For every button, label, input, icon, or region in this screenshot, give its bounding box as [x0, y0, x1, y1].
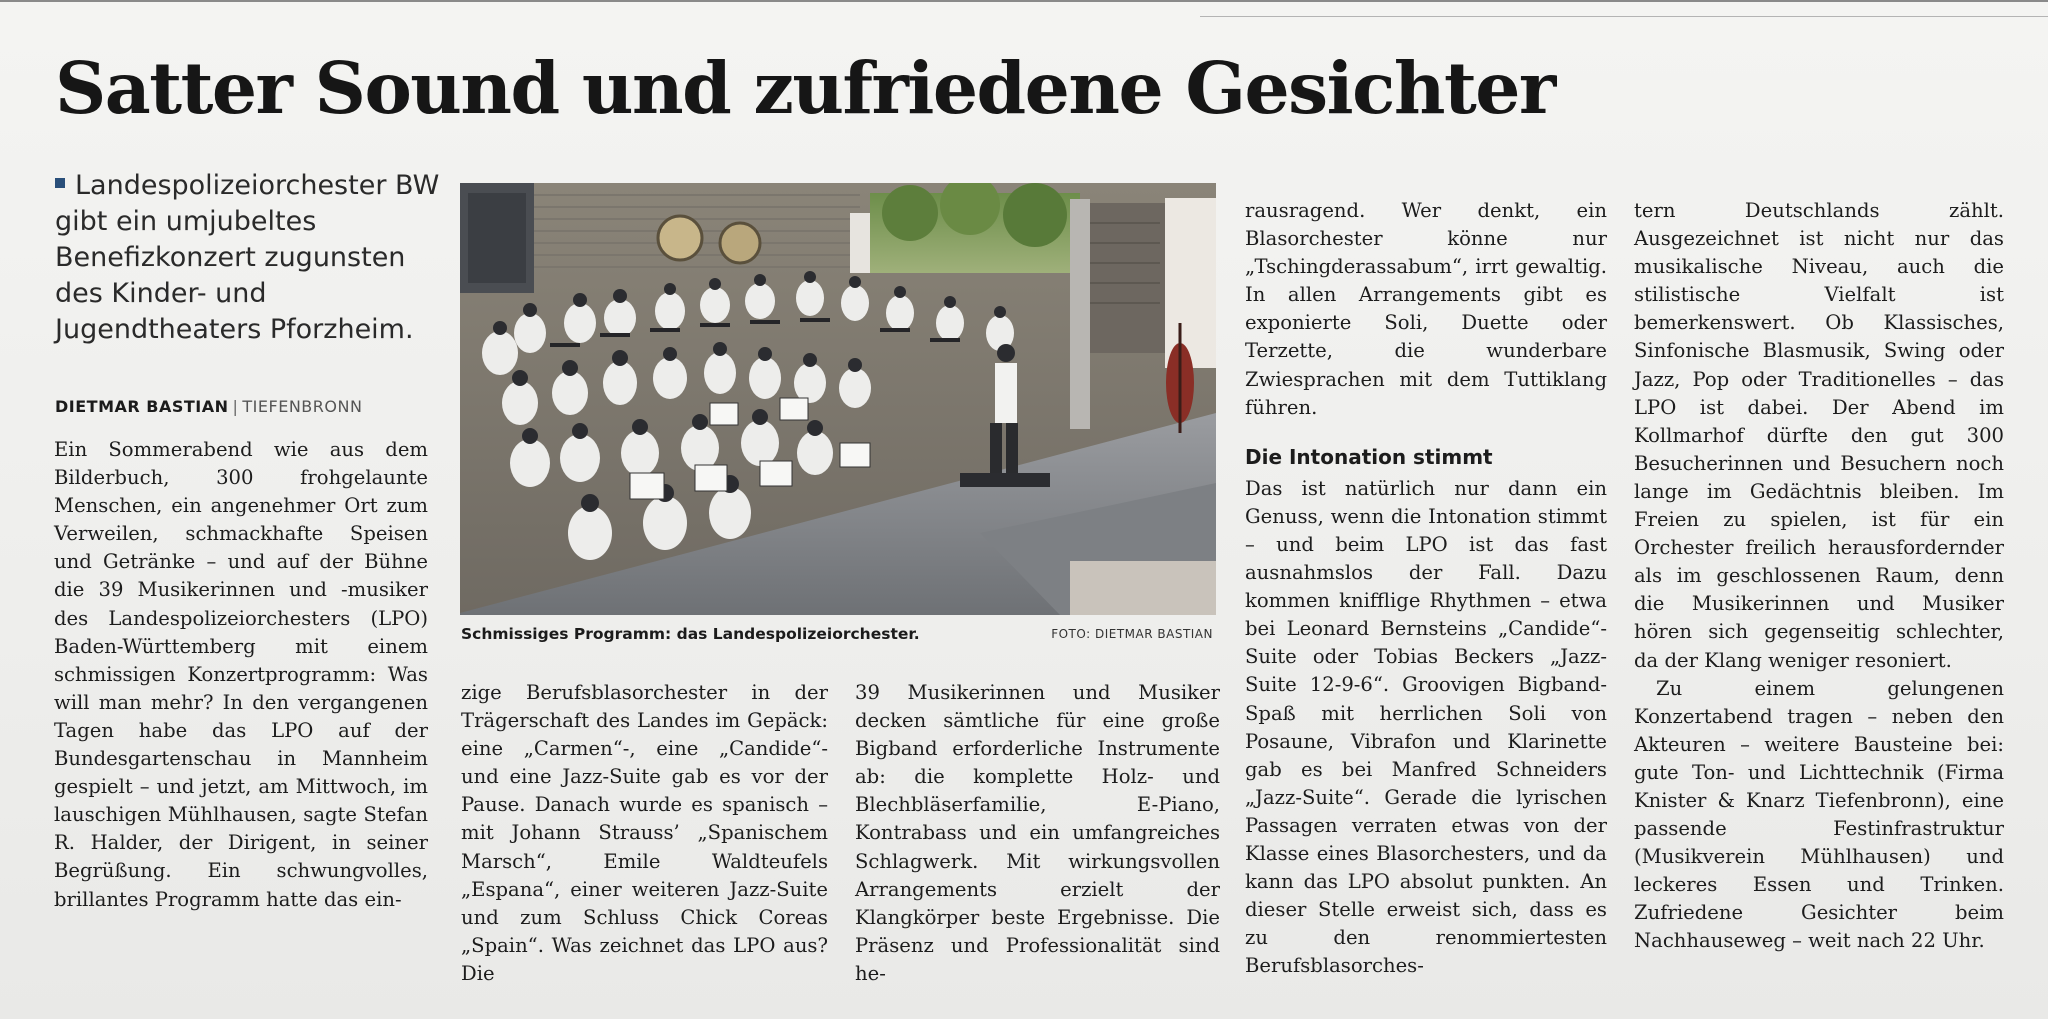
byline-author: DIETMAR BASTIAN — [55, 397, 229, 416]
teaser-text: Landespolizeiorchester BW gibt ein umjubeltes Benefizkonzert zugunsten des Kinder- und Jugendtheaters Pforzheim. — [55, 170, 440, 345]
orchestra-photo-image — [460, 183, 1216, 615]
text-column-3 — [855, 679, 1220, 988]
paragraph: Zu einem gelungenen Konzertabend tragen – neben den Akteuren – weitere Bausteine bei: gute Ton- und Lichttechnik (Firma Knister & Knarz Tiefenbronn), eine passende Festinfrastruktur (Musikverein Mühlhausen) und leckeres Essen und Trinken. Zufriedene Gesichter beim Nachhauseweg – weit nach 22 Uhr. — [1634, 676, 2004, 953]
byline — [55, 397, 362, 416]
paragraph: tern Deutschlands zählt. Ausgezeichnet ist nicht nur das musikalische Niveau, auch die stilistische Vielfalt ist bemerkenswert. Ob Klassisches, Sinfonische Blasmusik, Swing oder Jazz, Pop oder Traditionelles – das LPO ist dabei. Der Abend im Kollmarhof dürfte den gut 300 Besucherinnen und Besuchern noch lange im Gedächtnis bleiben. Im Freien zu spielen, ist für ein Orchester freilich herausfordernder als im geschlossenen Raum, denn die Musikerinnen und Musiker hören sich gegenseitig schlechter, da der Klang weniger resoniert. — [1634, 199, 2004, 672]
caption-text: Schmissiges Programm: das Landespolizeiorchester. — [461, 625, 920, 643]
headline: Satter Sound und zufriedene Gesichter — [55, 46, 1555, 130]
paragraph: 39 Musikerinnen und Musiker decken sämtliche für eine große Bigband erforderliche Instrumente ab: die komplette Holz- und Blechbläserfamilie, E-Piano, Kontrabass und ein umfangreiches Schlagwerk. Mit wirkungsvollen Arrangements erzielt der Klangkörper beste Ergebnisse. Die Präsenz und Professionalität sind he- — [855, 681, 1220, 985]
orchestra-photo — [460, 183, 1216, 615]
paragraph: rausragend. Wer denkt, ein Blasorchester könne nur „Tschingderassabum“, irrt gewaltig. In allen Arrangements gibt es exponierte Soli, Duette oder Terzette, die wunderbare Zwiesprachen mit dem Tuttiklang führen. — [1245, 199, 1607, 419]
photo-caption — [461, 625, 1217, 643]
text-column-4 — [1245, 197, 1607, 980]
byline-separator: | — [232, 397, 239, 416]
text-column-1 — [54, 436, 428, 914]
paragraph: Ein Sommerabend wie aus dem Bilderbuch, 300 frohgelaunte Menschen, ein angenehmer Ort zum Verweilen, schmackhafte Speisen und Getränke – und auf der Bühne die 39 Musikerinnen und -musiker des Landespolizeiorchesters (LPO) Baden-Württemberg mit einem schmissigen Konzertprogramm: Was will man mehr? In den vergangenen Tagen habe das LPO auf der Bundesgartenschau in Mannheim gespielt – und jetzt, am Mittwoch, im lauschigen Mühlhausen, sagte Stefan R. Halder, der Dirigent, in seiner Begrüßung. Ein schwungvolles, brillantes Programm hatte das ein- — [54, 438, 428, 911]
bullet-square-icon — [55, 178, 65, 188]
text-column-2 — [461, 679, 828, 988]
subheading: Die Intonation stimmt — [1245, 444, 1493, 469]
paragraph: Das ist natürlich nur dann ein Genuss, wenn die Intonation stimmt – und beim LPO ist das fast ausnahmslos der Fall. Dazu kommen knifflige Rhythmen – etwa bei Leonard Bernsteins „Candide“-Suite oder Tobias Beckers „Jazz-Suite 12-9-6“. Groovigen Bigband-Spaß mit herrlichen Soli von Posaune, Vibrafon und Klarinette gab es bei Manfred Schneiders „Jazz-Suite“. Gerade die lyrischen Passagen verraten etwas von der Klasse eines Blasorchesters, und da kann das LPO absolut punkten. An dieser Stelle erweist sich, dass es zu den renommiertesten Berufsblasorches- — [1245, 476, 1607, 978]
top-rule — [0, 0, 2048, 2]
teaser — [55, 168, 455, 348]
byline-place: TIEFENBRONN — [242, 397, 363, 416]
photo-credit: FOTO: DIETMAR BASTIAN — [1051, 627, 1213, 641]
top-rule-secondary — [1200, 16, 2048, 17]
paragraph: zige Berufsblasorchester in der Trägerschaft des Landes im Gepäck: eine „Carmen“-, eine „Candide“- und eine Jazz-Suite gab es vor der Pause. Danach wurde es spanisch – mit Johann Strauss’ „Spanischem Marsch“, Emile Waldteufels „Espana“, einer weiteren Jazz-Suite und zum Schluss Chick Coreas „Spain“. Was zeichnet das LPO aus? Die — [461, 681, 828, 985]
text-column-5 — [1634, 197, 2004, 956]
